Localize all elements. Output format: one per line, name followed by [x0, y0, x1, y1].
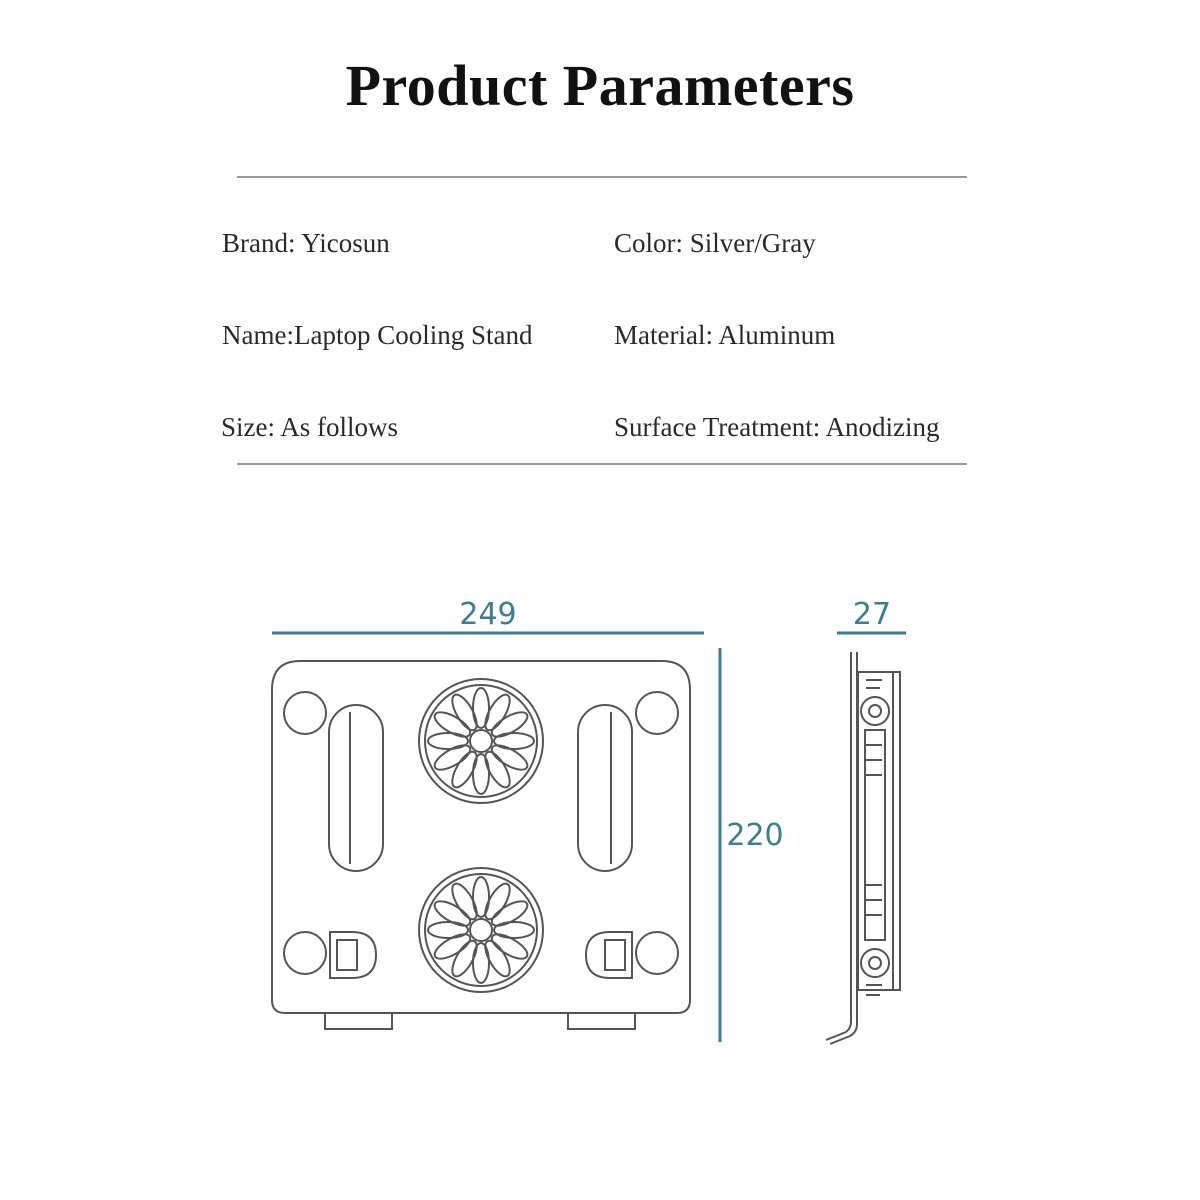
fan-blade	[448, 691, 482, 734]
fan-blade	[488, 930, 531, 964]
fan-blade	[481, 691, 515, 734]
left-foot	[325, 1013, 392, 1029]
height-dimension	[720, 648, 784, 1042]
fan-blade	[488, 708, 531, 742]
hinge-bottom-pin	[869, 957, 881, 969]
width-dimension-label: 249	[459, 597, 517, 632]
fan-blade	[488, 897, 531, 931]
fan-blade	[473, 688, 489, 728]
fan-blade	[494, 922, 534, 938]
corner-hole-icon	[636, 932, 678, 974]
fan-blade	[431, 741, 474, 775]
corner-hole-icon	[284, 692, 326, 734]
stand-side-view	[826, 652, 900, 1044]
stand-front-view	[272, 661, 690, 1029]
corner-hole-icon	[284, 932, 326, 974]
hinge-bottom-icon	[861, 949, 889, 977]
fan-top-icon	[419, 679, 543, 803]
height-dimension-label: 220	[726, 818, 784, 853]
depth-dimension	[837, 597, 906, 633]
param-surface: Surface Treatment: Anodizing	[614, 412, 940, 442]
param-name: Name:Laptop Cooling Stand	[222, 320, 533, 350]
fan-blade	[431, 708, 474, 742]
side-foot-edge	[830, 1018, 857, 1044]
side-detail-top	[866, 680, 882, 688]
fan-blade	[481, 748, 515, 791]
right-slot	[578, 705, 632, 871]
side-detail-mid	[866, 745, 882, 775]
width-dimension	[272, 597, 704, 633]
fan-blade	[431, 897, 474, 931]
right-clip-inner	[605, 940, 625, 970]
hinge-top-icon	[861, 697, 889, 725]
side-detail-lower	[866, 885, 882, 915]
stand-plate-outline	[272, 661, 690, 1013]
fan-blade	[488, 741, 531, 775]
right-foot	[568, 1013, 635, 1029]
left-clip-inner	[337, 940, 357, 970]
param-size: Size: As follows	[221, 412, 399, 442]
param-color: Color: Silver/Gray	[614, 228, 816, 258]
fan-blade	[448, 937, 482, 980]
fan-blade	[431, 930, 474, 964]
fan-blade	[428, 922, 468, 938]
fan-blade	[481, 937, 515, 980]
left-slot	[329, 705, 383, 871]
corner-hole-icon	[636, 692, 678, 734]
fan-blade	[481, 880, 515, 923]
fan-blade	[494, 733, 534, 749]
fan-blade	[448, 748, 482, 791]
hinge-top-pin	[869, 705, 881, 717]
side-bracket-inner	[865, 730, 885, 940]
page-title: Product Parameters	[345, 53, 855, 118]
fan-blade	[473, 754, 489, 794]
fan-bottom-icon	[419, 868, 543, 992]
fan-blade	[448, 880, 482, 923]
fan-blade	[473, 877, 489, 917]
fan-blade	[473, 943, 489, 983]
param-brand: Brand: Yicosun	[222, 228, 390, 258]
param-material: Material: Aluminum	[614, 320, 836, 350]
fan-blade	[428, 733, 468, 749]
depth-dimension-label: 27	[852, 597, 892, 632]
